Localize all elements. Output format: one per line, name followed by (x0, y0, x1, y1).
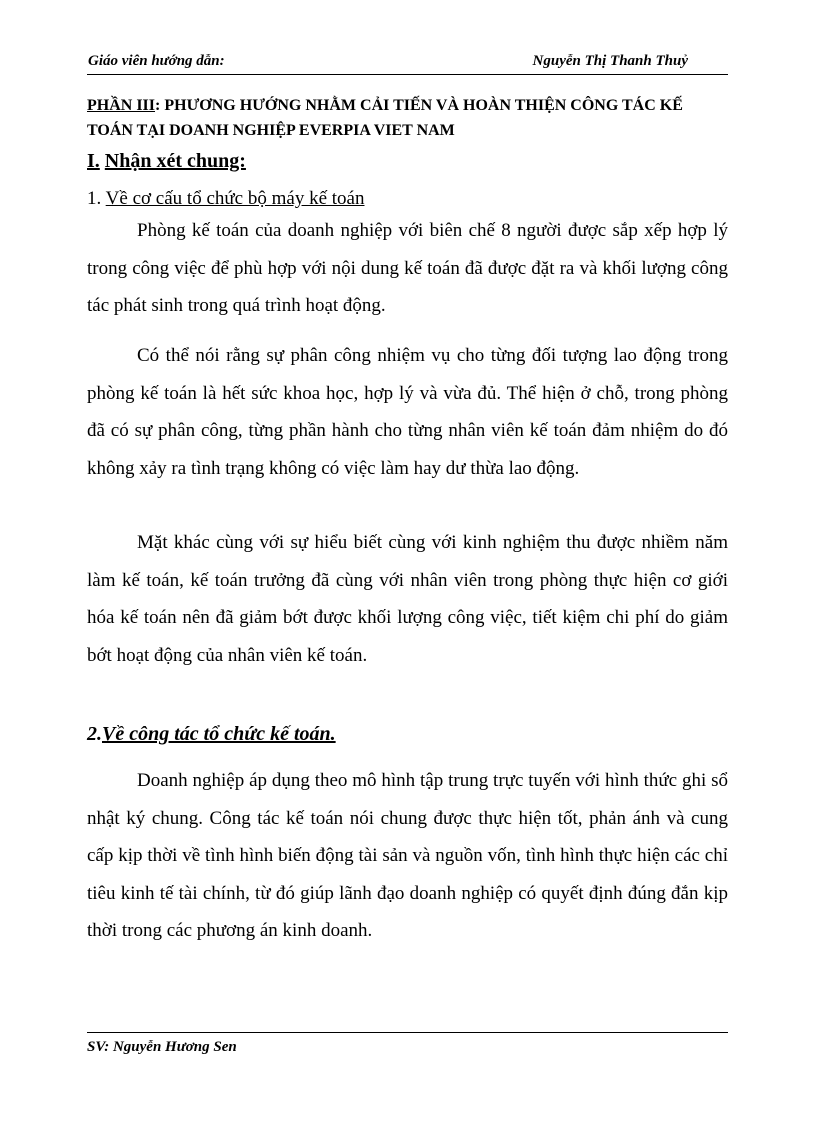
subsection-1-title: Về cơ cấu tổ chức bộ máy kế toán (105, 188, 365, 209)
subsection-1-heading (87, 185, 364, 213)
part-title-text: : PHƯƠNG HƯỚNG NHẰM CẢI TIẾN VÀ HOÀN THIỆN CÔNG TÁC KẾ TOÁN TẠI DOANH NGHIỆP EVERPIA VIET NAM (87, 97, 683, 139)
paragraph: Mặt khác cùng với sự hiểu biết cùng với kinh nghiệm thu được nhiềm năm làm kế toán, kế toán trưởng đã cùng với nhân viên trong phòng thực hiện cơ giới hóa kế toán nên đã giảm bớt được khối lượng công việc, tiết kiệm chi phí do giảm bớt hoạt động của nhân viên kế toán. (87, 532, 728, 666)
paragraph: Có thể nói rằng sự phân công nhiệm vụ cho từng đối tượng lao động trong phòng kế toán là hết sức khoa học, hợp lý và vừa đủ. Thể hiện ở chỗ, trong phòng đã có sự phân công, từng phần hành cho từng nhân viên kế toán đảm nhiệm do đó không xảy ra tình trạng không có việc làm hay dư thừa lao động. (87, 345, 728, 479)
subsection-1-number: 1. (87, 188, 102, 209)
part-title (87, 93, 732, 143)
section-1-title: Nhận xét chung: (104, 150, 246, 172)
section-2-heading (87, 720, 336, 748)
page-footer (87, 1032, 728, 1055)
header-supervisor-name: Nguyễn Thị Thanh Thuỷ (532, 53, 688, 69)
paragraph: Phòng kế toán của doanh nghiệp với biên chế 8 người được sắp xếp hợp lý trong công việc để phù hợp với nội dung kế toán đã được đặt ra và khối lượng công tác phát sinh trong quá trình hoạt động. (87, 220, 728, 316)
section-2-title: Về công tác tổ chức kế toán. (102, 723, 336, 745)
footer-student-name: SV: Nguyễn Hương Sen (87, 1039, 237, 1055)
header-supervisor-label: Giáo viên hướng dẫn: (88, 53, 225, 69)
section-1-heading (87, 147, 246, 175)
page-header (87, 46, 728, 75)
part-label: PHẦN III (87, 97, 156, 114)
paragraph: Doanh nghiệp áp dụng theo mô hình tập trung trực tuyến với hình thức ghi sổ nhật ký chung. Công tác kế toán nói chung được thực hiện tốt, phản ánh và cung cấp kịp thời về tình hình biến động tài sản và nguồn vốn, tình hình thực hiện các chỉ tiêu kinh tế tài chính, từ đó giúp lãnh đạo doanh nghiệp có quyết định đúng đắn kịp thời trong các phương án kinh doanh. (87, 770, 728, 941)
section-1-number: I. (87, 150, 100, 172)
section-2-number: 2. (87, 723, 102, 745)
